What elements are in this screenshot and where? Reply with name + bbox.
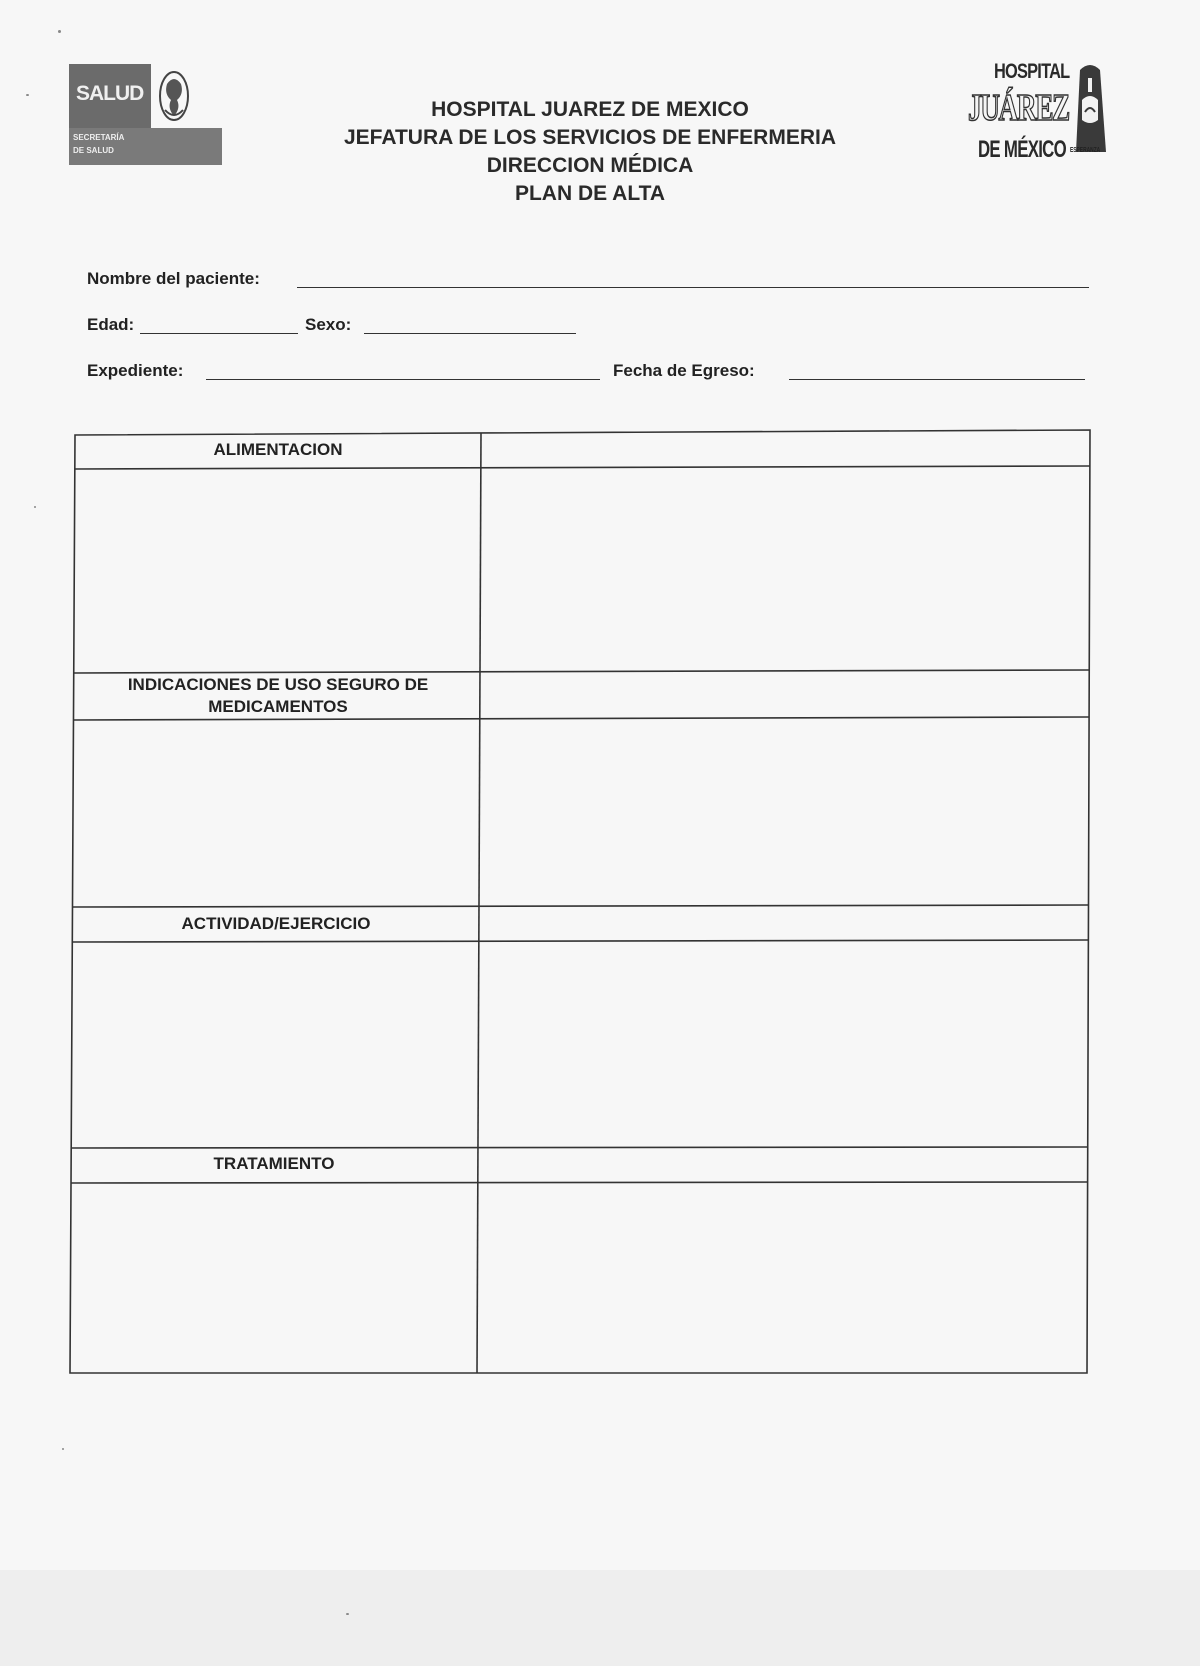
alimentacion-header-cell[interactable]	[482, 436, 1086, 466]
header-department: JEFATURA DE LOS SERVICIOS DE ENFERMERIA	[343, 126, 836, 149]
scan-speck	[346, 1613, 349, 1615]
actividad-right-cell[interactable]	[481, 944, 1085, 1144]
scan-speck	[58, 30, 61, 33]
section-medicamentos-label-line2: MEDICAMENTOS	[208, 697, 348, 716]
section-alimentacion-label: ALIMENTACION	[213, 440, 343, 459]
hjm-logo-line1: HOSPITAL	[994, 60, 1070, 83]
section-actividad-label: ACTIVIDAD/EJERCICIO	[181, 914, 371, 933]
salud-logo-subtitle-2: DE SALUD	[73, 146, 114, 155]
medicamentos-left-cell[interactable]	[76, 723, 478, 903]
section-medicamentos-label-line1: INDICACIONES DE USO SEGURO DE	[127, 675, 429, 694]
document-title: PLAN DE ALTA	[514, 182, 666, 205]
tratamiento-header-cell[interactable]	[480, 1150, 1084, 1180]
hjm-logo-tag: ESPERANZA	[1070, 147, 1101, 154]
scan-speck	[26, 94, 29, 96]
medicamentos-right-cell[interactable]	[482, 721, 1086, 903]
tratamiento-right-cell[interactable]	[480, 1185, 1084, 1370]
patient-name-label: Nombre del paciente:	[87, 269, 260, 288]
scan-speck	[34, 506, 36, 508]
medicamentos-header-cell[interactable]	[482, 674, 1086, 716]
discharge-date-label: Fecha de Egreso:	[613, 361, 755, 380]
salud-logo-word: SALUD	[76, 82, 144, 105]
scan-bottom-margin	[0, 1570, 1200, 1666]
alimentacion-right-cell[interactable]	[483, 470, 1087, 668]
salud-logo-subtitle-1: SECRETARÍA	[73, 133, 125, 142]
header-hospital-name: HOSPITAL JUAREZ DE MEXICO	[431, 98, 749, 121]
scan-speck	[62, 1448, 64, 1450]
alimentacion-left-cell[interactable]	[77, 472, 479, 668]
section-medicamentos-label	[76, 674, 480, 718]
tratamiento-left-cell[interactable]	[74, 1186, 476, 1370]
age-label: Edad:	[87, 315, 135, 334]
header-direction: DIRECCION MÉDICA	[486, 154, 694, 177]
record-label: Expediente:	[87, 361, 184, 380]
hjm-logo-line2: JUÁREZ	[968, 87, 1069, 129]
sex-label: Sexo:	[305, 315, 352, 334]
actividad-header-cell[interactable]	[481, 909, 1085, 939]
actividad-left-cell[interactable]	[75, 946, 477, 1144]
section-tratamiento-label: TRATAMIENTO	[213, 1154, 335, 1173]
hjm-logo-line3: DE MÉXICO	[978, 136, 1066, 163]
